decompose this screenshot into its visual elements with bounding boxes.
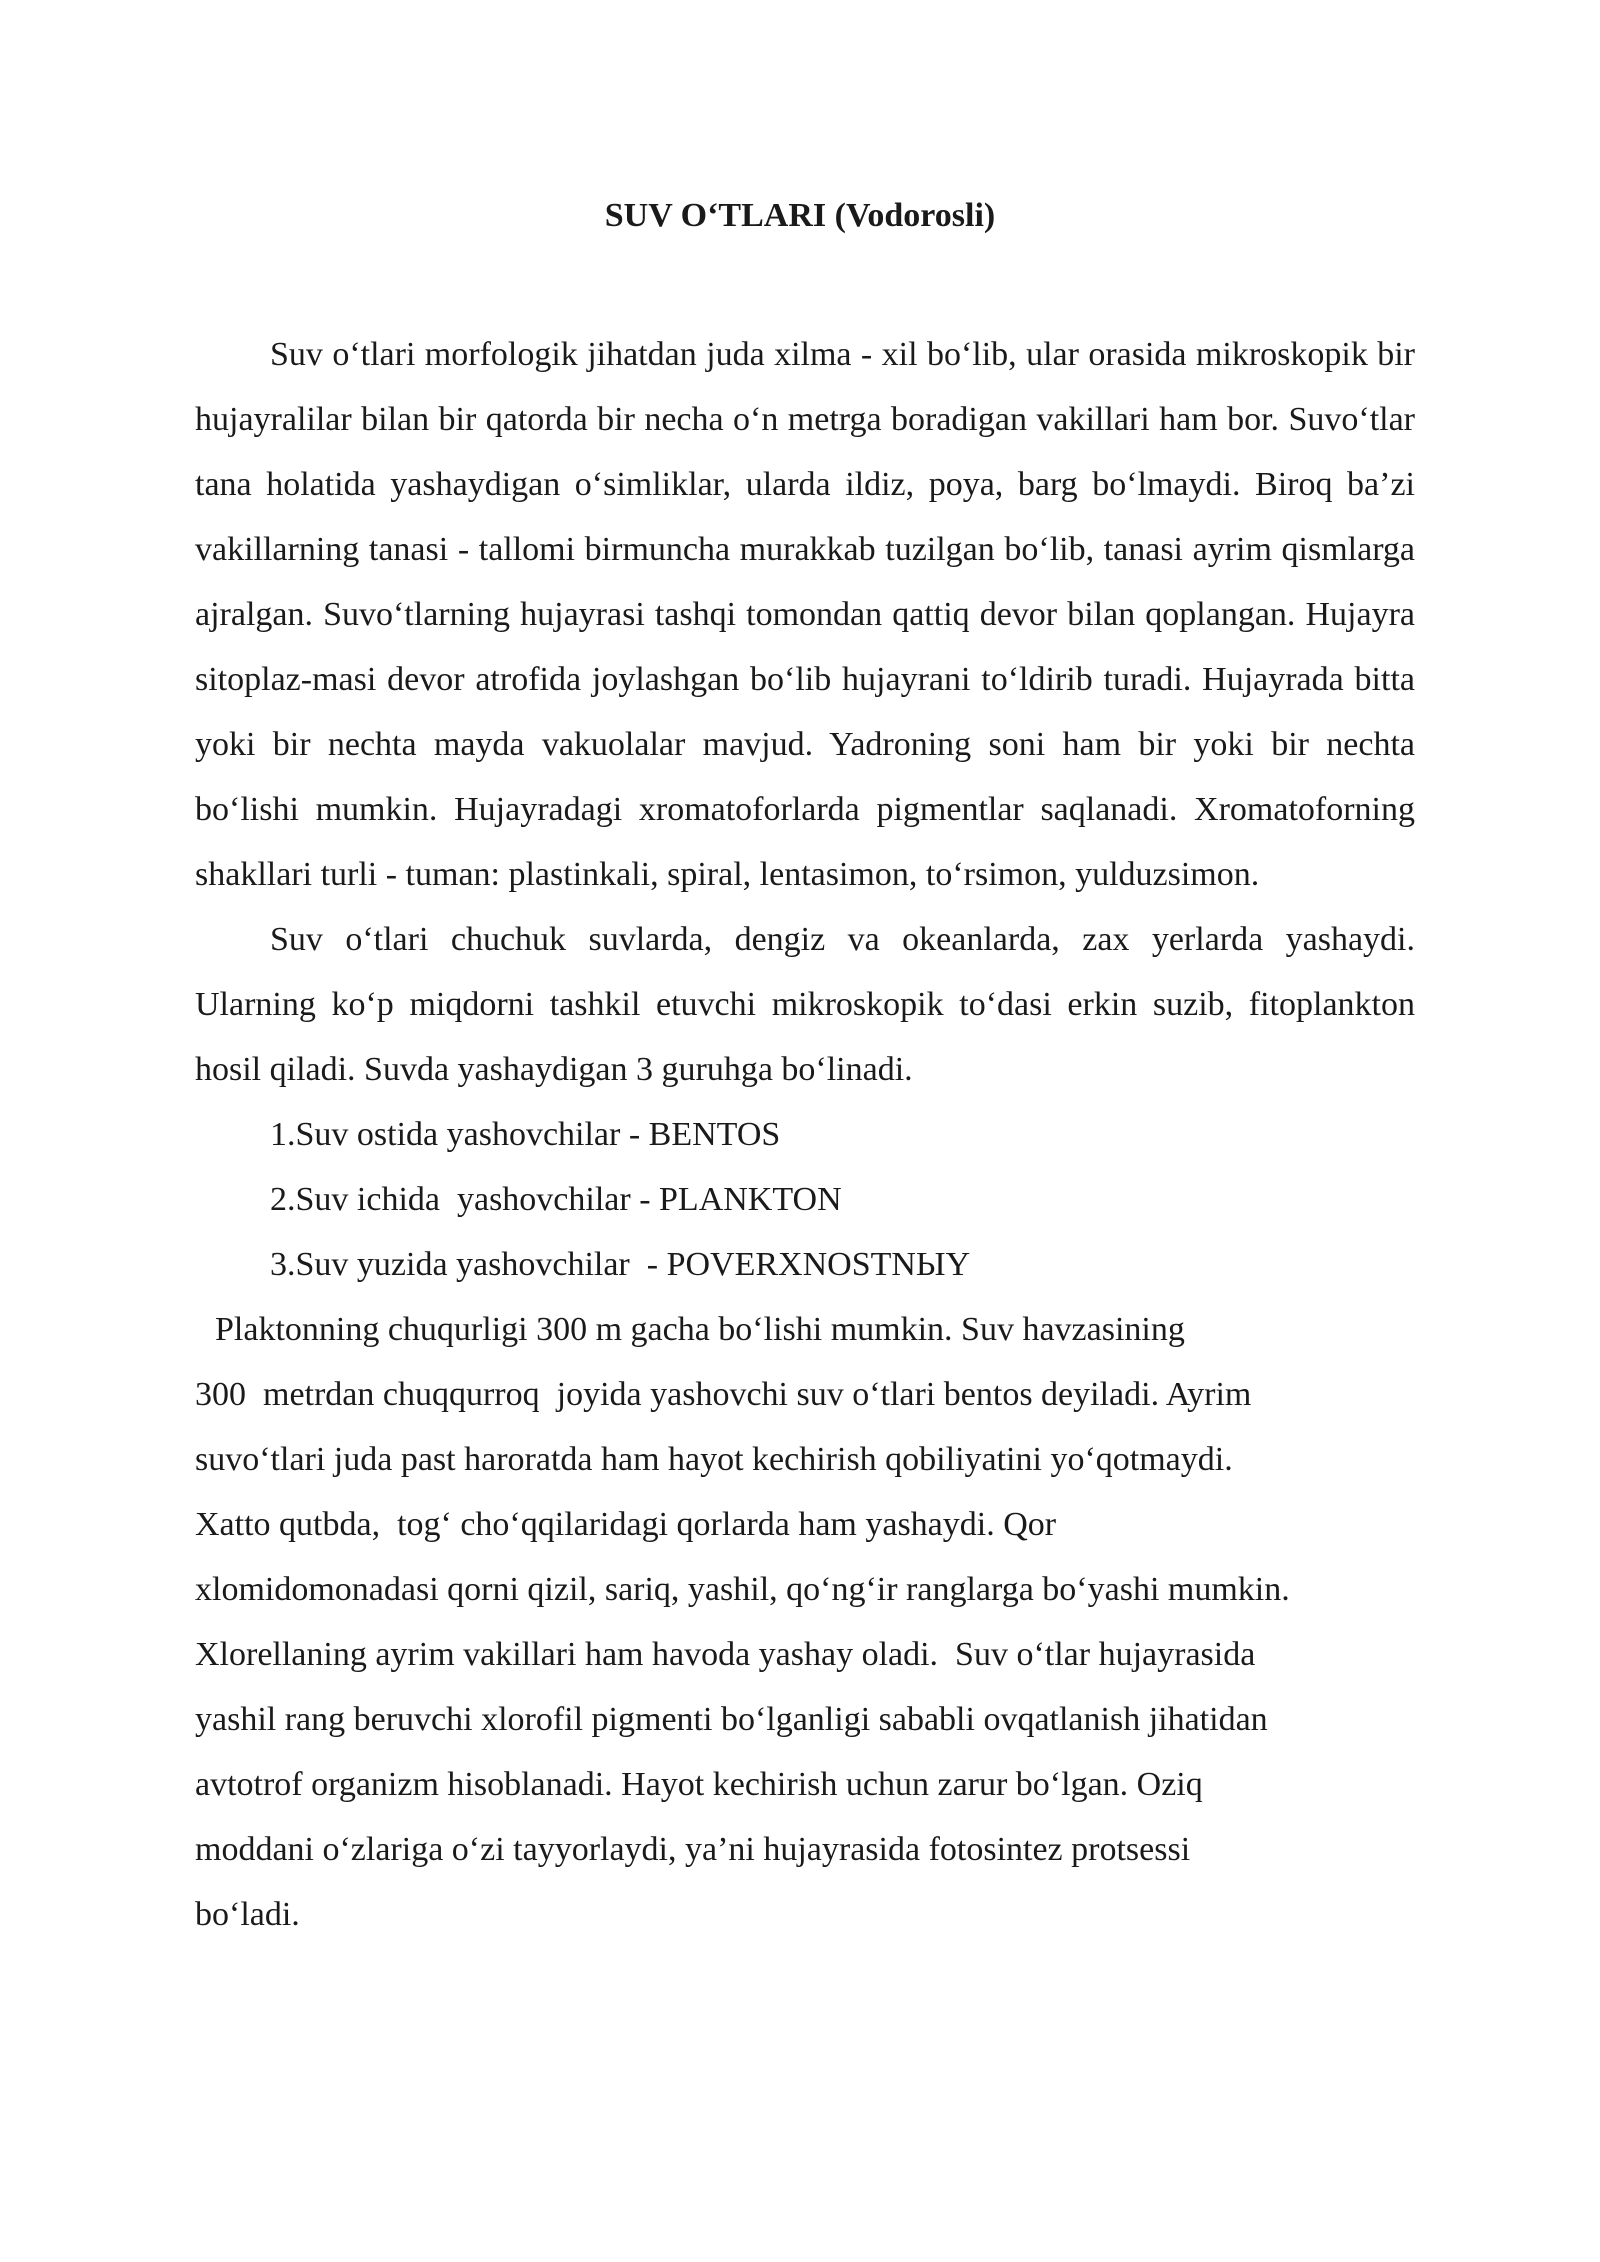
paragraph-habitat: Suv o‘tlari chuchuk suvlarda, dengiz va okeanlarda, zax yerlarda yashaydi. Ularning ko‘p miqdorni tashkil etuvchi mikroskopik to‘dasi erkin suzib, fitoplankton hosil qiladi. Suvda yashaydigan 3 guruhga bo‘linadi. <box>195 921 1415 1088</box>
text-line: Xatto qutbda, tog‘ cho‘qqilaridagi qorlarda ham yashaydi. Qor <box>195 1506 1057 1543</box>
paragraph-morphology: Suv o‘tlari morfologik jihatdan juda xilma - xil bo‘lib, ular orasida mikroskopik bir hujayralilar bilan bir qatorda bir necha o‘n metrga boradigan vakillari ham bor. Suvo‘tlar tana holatida yashaydigan o‘simliklar, ularda ildiz, poya, barg bo‘lmaydi. Biroq ba’zi vakillarning tanasi - tallomi birmuncha murakkab tuzilgan bo‘lib, tanasi ayrim qismlarga ajralgan. Suvo‘tlarning hujayrasi tashqi tomondan qattiq devor bilan qoplangan. Hujayra sitoplaz-masi devor atrofida joylashgan bo‘lib hujayrani to‘ldirib turadi. Hujayrada bitta yoki bir nechta mayda vakuolalar mavjud. Yadroning soni ham bir yoki bir nechta bo‘lishi mumkin. Hujayradagi xromatoforlarda pigmentlar saqlanadi. Xromatoforning shakllari turli - tuman: plastinkali, spiral, lentasimon, to‘rsimon, yulduzsimon. <box>195 336 1415 893</box>
text-line: avtotrof organizm hisoblanadi. Hayot kechirish uchun zarur bo‘lgan. Oziq <box>195 1766 1203 1803</box>
list-item-poverxnostny: 3.Suv yuzida yashovchilar - POVERXNOSTNЫY <box>270 1246 971 1283</box>
document-body <box>195 322 1415 1947</box>
text-line: Xlorellaning ayrim vakillari ham havoda yashay oladi. Suv o‘tlar hujayrasida <box>195 1636 1256 1673</box>
text-line: suvo‘tlari juda past haroratda ham hayot kechirish qobiliyatini yo‘qotmaydi. <box>195 1441 1233 1478</box>
list-item-plankton: 2.Suv ichida yashovchilar - PLANKTON <box>270 1181 842 1218</box>
text-line: yashil rang beruvchi xlorofil pigmenti bo‘lganligi sababli ovqatlanish jihatidan <box>195 1701 1268 1738</box>
text-line: moddani o‘zlariga o‘zi tayyorlaydi, ya’ni hujayrasida fotosintez protsessi <box>195 1831 1191 1868</box>
text-line: Plaktonning chuqurligi 300 m gacha bo‘lishi mumkin. Suv havzasining <box>215 1311 1185 1348</box>
list-item-bentos: 1.Suv ostida yashovchilar - BENTOS <box>270 1116 781 1153</box>
document-title: SUV O‘TLARI (Vodorosli) <box>604 197 996 234</box>
text-line: xlomidomonadasi qorni qizil, sariq, yashil, qo‘ng‘ir ranglarga bo‘yashi mumkin. <box>195 1571 1290 1608</box>
text-line: 300 metrdan chuqqurroq joyida yashovchi suv o‘tlari bentos deyiladi. Ayrim <box>195 1376 1252 1413</box>
groups-list <box>195 1102 1415 1297</box>
text-line: bo‘ladi. <box>195 1896 300 1933</box>
paragraph-plankton-depth <box>195 1297 1415 1947</box>
